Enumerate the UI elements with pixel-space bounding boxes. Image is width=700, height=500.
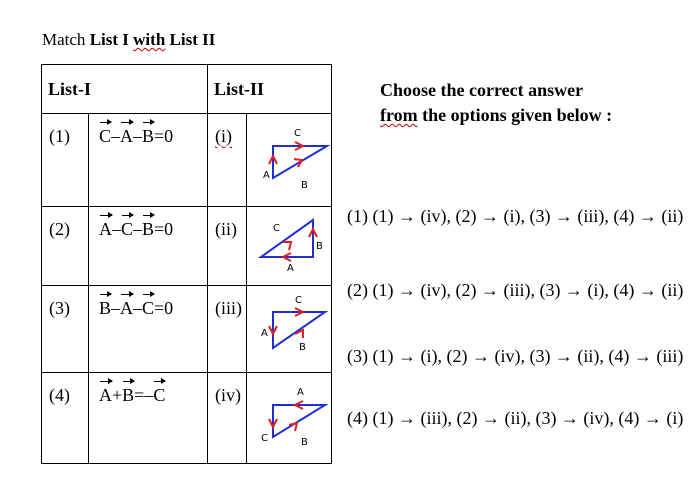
vector-triangle-figure xyxy=(255,215,331,277)
equation-rhs: =0 xyxy=(154,126,174,146)
row-number: (2) xyxy=(49,219,70,239)
operator: – xyxy=(133,126,143,146)
figure-label: C xyxy=(294,128,301,139)
vector-term: C xyxy=(99,126,112,146)
equation-rhs: =0 xyxy=(154,298,174,318)
figure-label: B xyxy=(301,180,308,191)
instruction-text xyxy=(380,78,612,128)
vector-equation xyxy=(89,373,207,406)
figure-label: C xyxy=(273,223,280,234)
match-table xyxy=(41,64,332,464)
operator: – xyxy=(133,298,143,318)
heading-prefix: Match xyxy=(42,30,90,49)
vector-triangle-figure xyxy=(255,122,331,192)
roman-label: (ii) xyxy=(215,219,237,239)
vector-term: C xyxy=(121,219,134,239)
figure-label: B xyxy=(299,342,306,353)
operator: – xyxy=(111,298,121,318)
vector-term: A xyxy=(99,385,112,405)
vector-term: B xyxy=(142,219,155,239)
figure-label: B xyxy=(301,437,308,448)
vector-term: A xyxy=(120,298,134,318)
heading-list1: List I xyxy=(89,30,129,49)
vector-term: C xyxy=(142,298,155,318)
table-row xyxy=(42,373,332,464)
operator: – xyxy=(112,219,121,239)
vector-term: B xyxy=(122,385,135,405)
heading-with: with xyxy=(133,30,166,49)
instruction-line2 xyxy=(380,103,612,128)
row-number: (3) xyxy=(49,298,70,318)
table-row xyxy=(42,207,332,286)
figure-label: A xyxy=(263,170,270,181)
roman-label: (i) xyxy=(215,126,232,146)
table-row xyxy=(42,286,332,373)
vector-term: B xyxy=(142,126,155,146)
operator: – xyxy=(133,219,143,239)
operator: + xyxy=(112,385,123,405)
figure-label: C xyxy=(261,433,268,444)
vector-triangle-figure xyxy=(255,381,331,451)
figure-label: A xyxy=(261,328,268,339)
answer-option-4[interactable]: (4) (1) → (iii), (2) → (ii), (3) → (iv), (4) → (i) xyxy=(347,408,684,428)
row-number: (4) xyxy=(49,385,70,405)
row-number: (1) xyxy=(49,126,70,146)
figure-label: C xyxy=(295,295,302,306)
header-list2: List-II xyxy=(208,65,332,114)
vector-term: A xyxy=(120,126,134,146)
equation-rhs: =0 xyxy=(154,219,174,239)
vector-equation xyxy=(89,286,207,319)
answer-option-2[interactable]: (2) (1) → (iv), (2) → (iii), (3) → (i), (4) → (ii) xyxy=(347,280,684,300)
instruction-line1: Choose the correct answer xyxy=(380,80,584,100)
instruction-from-word: from xyxy=(380,105,418,125)
answer-option-3[interactable]: (3) (1) → (i), (2) → (iv), (3) → (ii), (4) → (iii) xyxy=(347,346,684,366)
table-header-row xyxy=(42,65,332,114)
operator: =– xyxy=(134,385,154,405)
roman-label: (iii) xyxy=(215,298,242,318)
header-list1: List-I xyxy=(42,65,208,114)
vector-term: B xyxy=(99,298,112,318)
operator: – xyxy=(111,126,121,146)
question-heading xyxy=(42,30,215,50)
answer-option-1[interactable]: (1) (1) → (iv), (2) → (i), (3) → (iii), (4) → (ii) xyxy=(347,206,684,226)
table-row xyxy=(42,114,332,207)
figure-label: B xyxy=(316,241,323,252)
vector-triangle-figure xyxy=(255,294,331,360)
vector-term: C xyxy=(153,385,166,405)
vector-equation xyxy=(89,207,207,240)
divider-dot: · xyxy=(343,280,346,289)
heading-list2: List II xyxy=(169,30,216,49)
roman-label: (iv) xyxy=(215,385,241,405)
instruction-line2-rest: the options given below : xyxy=(417,105,613,125)
figure-label: A xyxy=(297,387,304,398)
vector-term: A xyxy=(99,219,112,239)
figure-label: A xyxy=(287,263,294,274)
vector-equation xyxy=(89,114,207,147)
